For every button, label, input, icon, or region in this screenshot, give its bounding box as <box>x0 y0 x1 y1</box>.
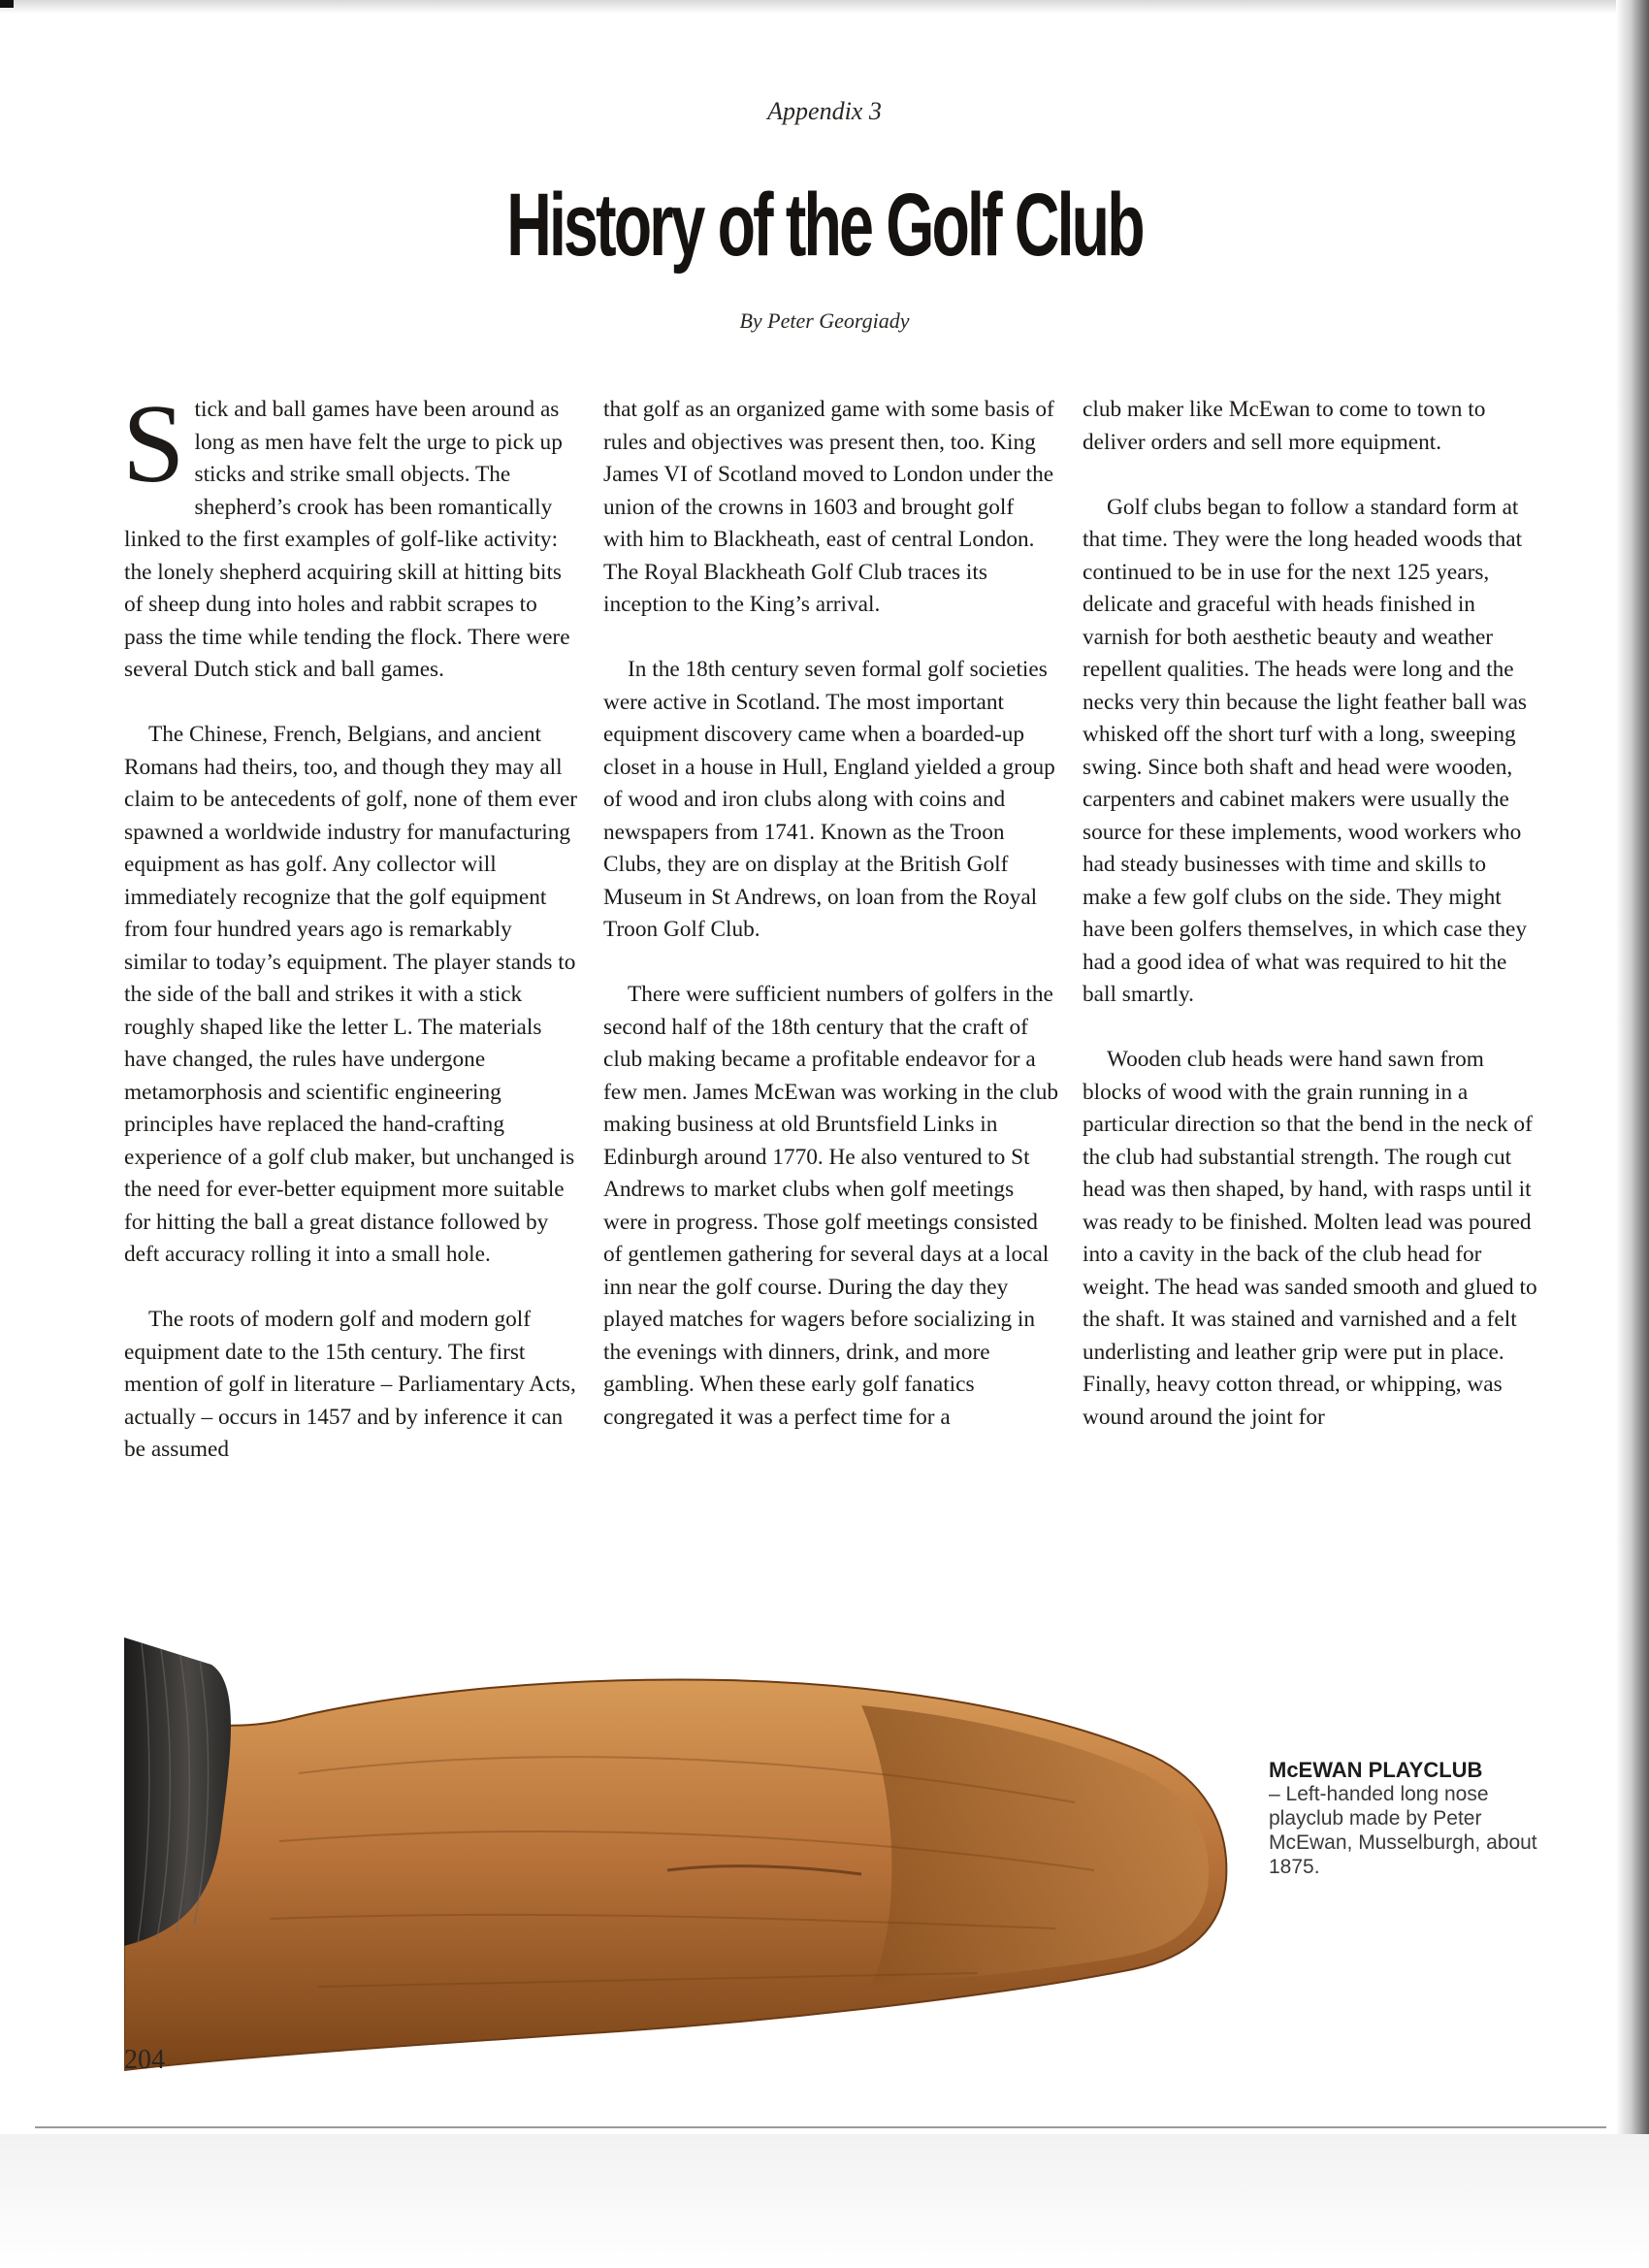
paragraph-text: tick and ball games have been around as long as men have felt the urge to pick up sticks and strike small objects. The shepherd’s crook has been romantically linked to the first examples of golf-like activity: the lonely shepherd acquiring skill at hitting bits of sheep dung into holes and rabbit scrapes to pass the time while tending the flock. There were several Dutch stick and ball games. <box>124 397 570 682</box>
paragraph: The roots of modern golf and modern golf equipment date to the 15th century. The first mention of golf in literature – Parliamentary Acts, actually – occurs in 1457 and by inference it can be assumed <box>124 1307 576 1462</box>
paragraph: club maker like McEwan to come to town to deliver orders and sell more equipment. <box>1083 397 1486 455</box>
article-column-1 <box>122 382 580 1499</box>
scan-edge-bottom <box>0 2134 1649 2268</box>
paragraph: There were sufficient numbers of golfers in the second half of the 18th century that the craft of club making became a profitable endeavor for a few men. James McEwan was working in the club making business at old Bruntsfield Links in Edinburgh around 1770. He also ventured to St Andrews to market clubs when golf meetings were in progress. Those golf meetings consisted of gentlemen gathering for several days at a local inn near the golf course. During the day they played matches for wagers before socializing in the evenings with dinners, drink, and more gambling. When these early golf fanatics congregated it was a perfect time for a <box>603 982 1059 1430</box>
paragraph <box>122 382 580 687</box>
scan-edge-top <box>0 0 1649 14</box>
scan-corner-mark <box>0 0 14 8</box>
club-face <box>861 1705 1209 1985</box>
article-column-3 <box>1083 394 1538 1467</box>
caption-title: McEWAN PLAYCLUB <box>1269 1758 1483 1782</box>
appendix-label: Appendix 3 <box>767 97 882 125</box>
page-number: 204 <box>124 2045 165 2075</box>
paragraph: that golf as an organized game with some basis of rules and objectives was present then, too. King James VI of Scotland moved to London under the union of the crowns in 1603 and brought golf with him to Blackheath, east of central London. The Royal Blackheath Golf Club traces its inception to the King’s arrival. <box>603 397 1054 617</box>
page-title: History of the Golf Club <box>506 176 1143 275</box>
paragraph: The Chinese, French, Belgians, and ancient Romans had theirs, too, and though they may all claim to be antecedents of golf, none of them ever spawned a worldwide industry for manufacturing equipment as has golf. Any collector will immediately recognize that the golf equipment from four hundred years ago is remarkably similar to today’s equipment. The player stands to the side of the ball and strikes it with a stick roughly shaped like the letter L. The materials have changed, the rules have undergone metamorphosis and scientific engineering principles have replaced the hand-crafting experience of a golf club maker, but unchanged is the need for ever-better equipment more suitable for hitting the ball a great distance followed by deft accuracy rolling it into a small hole. <box>124 722 578 1267</box>
caption-text: – Left-handed long nose playclub made by Peter McEwan, Musselburgh, about 1875. <box>1269 1783 1537 1878</box>
playclub-photo <box>124 1637 1249 2074</box>
scan-edge-right <box>1616 0 1649 2268</box>
article-column-2 <box>603 394 1059 1467</box>
author-byline: By Peter Georgiady <box>739 308 910 333</box>
paragraph: Golf clubs began to follow a standard form at that time. They were the long headed woods that continued to be in use for the next 125 years, delicate and graceful with heads finished in varnish for both aesthetic beauty and weather repellent qualities. The heads were long and the necks very thin because the light feather ball was whisked off the short turf with a long, sweeping swing. Since both shaft and head were wooden, carpenters and cabinet makers were usually the source for these implements, wood workers who had steady businesses with time and skills to make a few golf clubs on the side. They might have been golfers themselves, in which case they had a good idea of what was required to hit the ball smartly. <box>1083 494 1528 1007</box>
page-bottom-edge <box>35 2126 1606 2128</box>
drop-cap: S <box>122 382 185 506</box>
photo-caption <box>1269 1758 1550 1879</box>
paragraph: Wooden club heads were hand sawn from blocks of wood with the grain running in a particular direction so that the bend in the neck of the club had substantial strength. The rough cut head was then shaped, by hand, with rasps until it was ready to be finished. Molten lead was poured into a cavity in the back of the club head for weight. The head was sanded smooth and glued to the shaft. It was stained and varnished and a felt underlisting and leather grip were put in place. Finally, heavy cotton thread, or whipping, was wound around the joint for <box>1083 1047 1537 1430</box>
paragraph: In the 18th century seven formal golf societies were active in Scotland. The most important equipment discovery came when a boarded-up closet in a house in Hull, England yielded a group of wood and iron clubs along with coins and newspapers from 1741. Known as the Troon Clubs, they are on display at the British Golf Museum in St Andrews, on loan from the Royal Troon Golf Club. <box>603 657 1055 942</box>
